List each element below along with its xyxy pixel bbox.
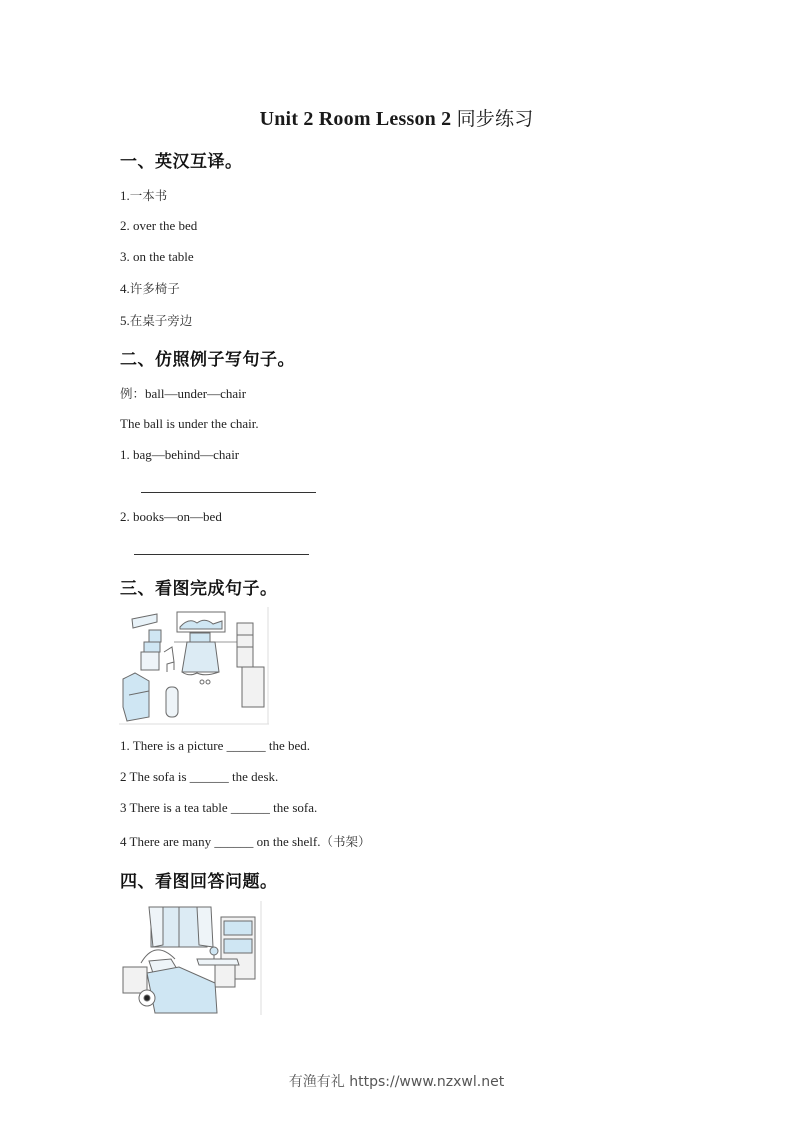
section-1-heading: 一、英汉互译。 <box>120 152 243 172</box>
section-3-item-2: 2 The sofa is ______ the desk. <box>120 769 279 784</box>
item-text: 在桌子旁边 <box>129 313 193 328</box>
example-prompt <box>120 384 246 402</box>
footer-watermark: 有渔有礼 https://www.nzxwl.net <box>288 1074 505 1090</box>
section-1-item-3 <box>120 249 194 265</box>
example-answer: The ball is under the chair. <box>120 416 259 431</box>
bedroom-sketch-1 <box>119 607 269 725</box>
section-2-item-2: 2. books—on—bed <box>120 509 222 524</box>
section-2-item-1: 1. bag—behind—chair <box>120 447 240 462</box>
section-1-item-2 <box>120 218 197 234</box>
item-number: 3. <box>120 249 130 264</box>
section-3-item-3: 3 There is a tea table ______ the sofa. <box>120 800 318 815</box>
section-2-heading: 二、仿照例子写句子。 <box>120 350 295 370</box>
example-prompt-text: ball—under—chair <box>145 386 247 401</box>
item-text: 4 There are many ______ on the shelf. <box>120 834 321 849</box>
item-number: 2. <box>120 218 130 233</box>
title-latin: Unit 2 Room Lesson 2 <box>259 108 452 130</box>
item-text: 许多椅子 <box>129 281 180 296</box>
item-text: over the bed <box>129 218 198 233</box>
item-note: （书架） <box>320 834 371 849</box>
section-1-item-4 <box>120 279 180 297</box>
item-text: on the table <box>129 249 194 264</box>
answer-line-2[interactable] <box>134 554 309 555</box>
item-number: 1. <box>120 188 130 203</box>
bedroom-illustration-2 <box>119 901 262 1015</box>
bedroom-illustration-1 <box>119 607 269 725</box>
title-cjk: 同步练习 <box>456 108 534 130</box>
section-1-item-5 <box>120 311 192 329</box>
item-text: 一本书 <box>129 188 168 203</box>
section-3-item-4 <box>120 832 371 850</box>
section-3-item-1: 1. There is a picture ______ the bed. <box>120 738 311 753</box>
section-4-heading: 四、看图回答问题。 <box>120 872 278 892</box>
item-number: 5. <box>120 313 130 328</box>
bedroom-sketch-2 <box>119 901 262 1015</box>
section-1-item-1 <box>120 186 167 204</box>
item-number: 4. <box>120 281 130 296</box>
page-title <box>0 104 793 131</box>
example-label: 例： <box>120 386 146 401</box>
section-3-heading: 三、看图完成句子。 <box>120 579 278 599</box>
answer-line-1[interactable] <box>141 492 316 493</box>
